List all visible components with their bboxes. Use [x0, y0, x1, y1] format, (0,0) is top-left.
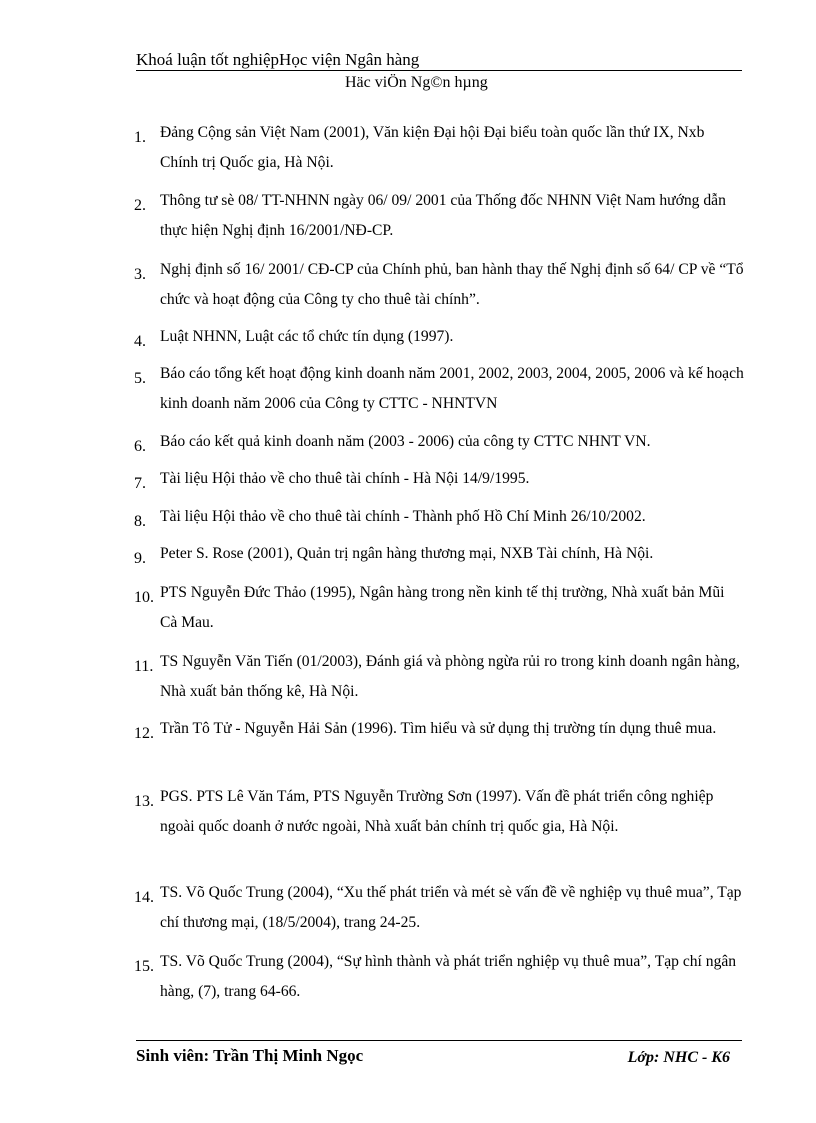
header-title: Khoá luận tốt nghiệpHọc viện Ngân hàng: [136, 50, 420, 69]
reference-number: 2.: [134, 197, 146, 214]
reference-text: TS. Võ Quốc Trung (2004), “Xu thế phát triển và mét sè vấn đề về nghiệp vụ thuê mua”, Tạp chí thương mại, (18/5/2004), trang 24-25.: [160, 884, 742, 931]
reference-text: Trần Tô Tử - Nguyễn Hải Sản (1996). Tìm hiểu và sử dụng thị trường tín dụng thuê mua.: [160, 720, 717, 737]
reference-text: Tài liệu Hội thảo về cho thuê tài chính - Thành phố Hồ Chí Minh 26/10/2002.: [160, 508, 646, 525]
reference-number: 13.: [134, 793, 154, 810]
reference-text: Báo cáo kết quả kinh doanh năm (2003 - 2006) của công ty CTTC NHNT VN.: [160, 433, 651, 450]
reference-number: 8.: [134, 513, 146, 530]
reference-number: 10.: [134, 589, 154, 606]
reference-number: 5.: [134, 370, 146, 387]
reference-text: Luật NHNN, Luật các tổ chức tín dụng (1997).: [160, 328, 454, 345]
reference-number: 4.: [134, 333, 146, 350]
footer-student-name: Sinh viên: Trần Thị Minh Ngọc: [136, 1046, 364, 1065]
reference-number: 11.: [134, 658, 154, 675]
reference-text: Tài liệu Hội thảo về cho thuê tài chính - Hà Nội 14/9/1995.: [160, 470, 530, 487]
reference-number: 14.: [134, 889, 154, 906]
reference-number: 6.: [134, 438, 146, 455]
reference-text: PTS Nguyễn Đức Thảo (1995), Ngân hàng trong nền kinh tế thị trường, Nhà xuất bản Mũi Cà Mau.: [160, 584, 725, 631]
reference-number: 7.: [134, 475, 146, 492]
reference-text: Báo cáo tổng kết hoạt động kinh doanh năm 2001, 2002, 2003, 2004, 2005, 2006 và kế hoạch kinh doanh năm 2006 của Công ty CTTC - NHNTVN: [160, 365, 744, 412]
reference-text: Thông tư sè 08/ TT-NHNN ngày 06/ 09/ 2001 của Thống đốc NHNN Việt Nam hướng dẫn thực hiện Nghị định 16/2001/NĐ-CP.: [160, 192, 726, 239]
reference-text: TS Nguyễn Văn Tiến (01/2003), Đánh giá và phòng ngừa rủi ro trong kinh doanh ngân hàng, Nhà xuất bản thống kê, Hà Nội.: [160, 653, 740, 700]
reference-text: Đảng Cộng sản Việt Nam (2001), Văn kiện Đại hội Đại biểu toàn quốc lần thứ IX, Nxb Chính trị Quốc gia, Hà Nội.: [160, 124, 705, 171]
footer-class: Lớp: NHC - K6: [627, 1049, 730, 1066]
reference-number: 9.: [134, 550, 146, 567]
reference-text: Peter S. Rose (2001), Quản trị ngân hàng thương mại, NXB Tài chính, Hà Nội.: [160, 545, 654, 562]
reference-number: 1.: [134, 129, 146, 146]
reference-number: 3.: [134, 266, 146, 283]
reference-text: Nghị định số 16/ 2001/ CĐ-CP của Chính phủ, ban hành thay thế Nghị định số 64/ CP về “Tổ chức và hoạt động của Công ty cho thuê tài chính”.: [160, 261, 744, 308]
page-footer: [136, 1040, 742, 1071]
reference-text: TS. Võ Quốc Trung (2004), “Sự hình thành và phát triển nghiệp vụ thuê mua”, Tạp chí ngân hàng, (7), trang 64-66.: [160, 953, 737, 1000]
reference-text: PGS. PTS Lê Văn Tám, PTS Nguyễn Trường Sơn (1997). Vấn đề phát triển công nghiệp ngoài quốc doanh ở nước ngoài, Nhà xuất bản chính trị quốc gia, Hà Nội.: [160, 788, 714, 835]
reference-number: 12.: [134, 725, 154, 742]
reference-number: 15.: [134, 958, 154, 975]
header-subtitle: Häc viÖn Ng©n hµng: [345, 74, 488, 91]
